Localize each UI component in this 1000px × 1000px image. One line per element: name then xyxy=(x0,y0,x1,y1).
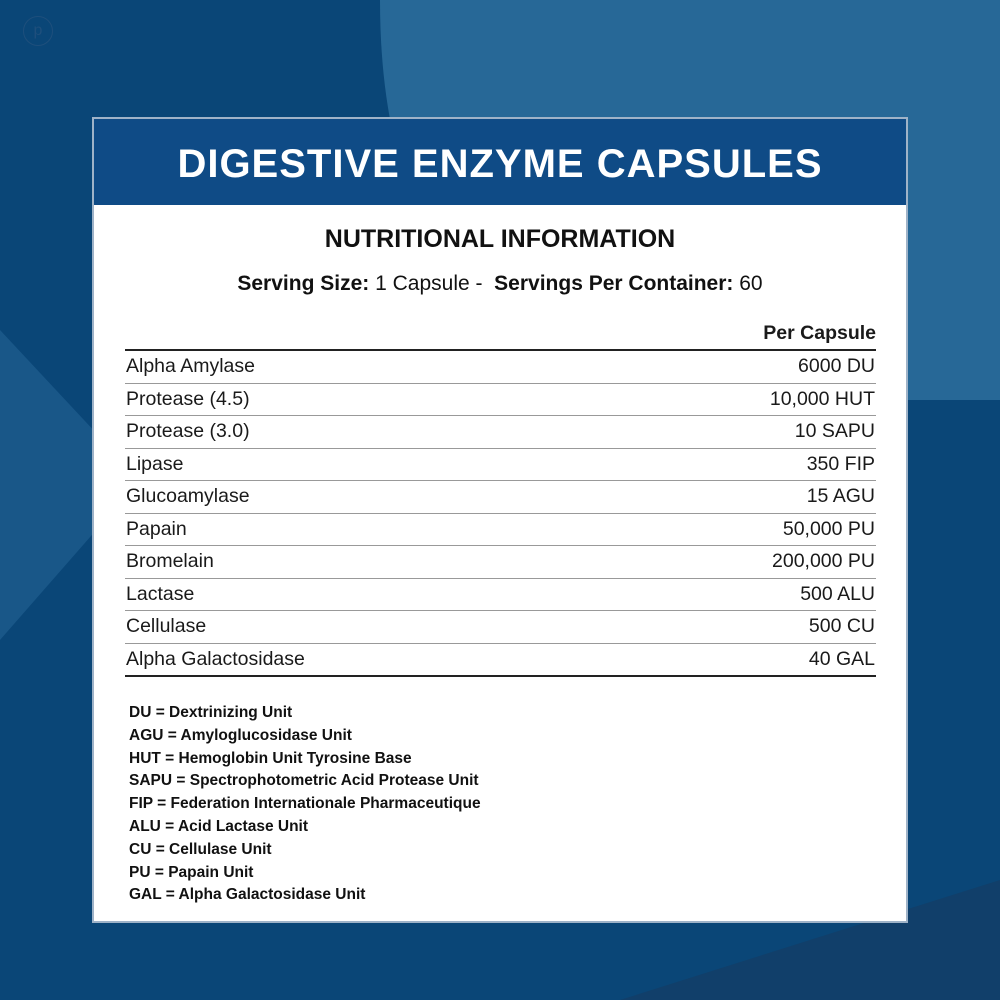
ingredient-name: Cellulase xyxy=(125,611,588,644)
ingredient-value: 10,000 HUT xyxy=(588,383,876,416)
serving-size-label: Serving Size: xyxy=(237,272,370,295)
legend-item: DU = Dextrinizing Unit xyxy=(129,704,293,721)
servings-per-container-label: Servings Per Container: xyxy=(494,272,734,295)
legend-item: SAPU = Spectrophotometric Acid Protease Unit xyxy=(129,772,479,790)
legend-item: HUT = Hemoglobin Unit Tyrosine Base xyxy=(129,749,412,767)
table-row xyxy=(125,350,876,383)
table-row xyxy=(125,611,876,644)
table-row xyxy=(125,643,876,676)
nutrition-card xyxy=(92,117,908,923)
title-banner xyxy=(94,119,906,205)
ingredient-name: Bromelain xyxy=(125,546,588,579)
ingredient-name: Protease (4.5) xyxy=(125,383,588,416)
ingredient-value: 50,000 PU xyxy=(588,513,876,546)
product-title: DIGESTIVE ENZYME CAPSULES xyxy=(177,142,823,186)
ingredient-value: 10 SAPU xyxy=(588,416,876,449)
ingredient-name: Alpha Amylase xyxy=(125,350,588,383)
ingredient-name: Protease (3.0) xyxy=(125,416,588,449)
legend-item: AGU = Amyloglucosidase Unit xyxy=(129,726,352,744)
table-row xyxy=(125,578,876,611)
ingredient-value: 200,000 PU xyxy=(588,546,876,579)
ingredient-name: Glucoamylase xyxy=(125,481,588,514)
ingredient-value: 500 CU xyxy=(588,611,876,644)
table-row xyxy=(125,481,876,514)
legend-item: CU = Cellulase Unit xyxy=(129,840,272,858)
ingredient-name: Lactase xyxy=(125,578,588,611)
section-heading: NUTRITIONAL INFORMATION xyxy=(324,225,676,253)
ingredient-value: 500 ALU xyxy=(588,578,876,611)
ingredient-name: Lipase xyxy=(125,448,588,481)
ingredient-value: 15 AGU xyxy=(588,481,876,514)
unit-legend xyxy=(129,702,481,907)
servings-per-container-value: 60 xyxy=(739,272,763,295)
serving-info xyxy=(94,272,906,296)
table-row xyxy=(125,448,876,481)
brand-logo: p xyxy=(23,16,53,46)
ingredient-name: Papain xyxy=(125,513,588,546)
serving-size-value: 1 Capsule - xyxy=(375,272,483,295)
table-row xyxy=(125,416,876,449)
table-row xyxy=(125,513,876,546)
ingredient-name: Alpha Galactosidase xyxy=(125,643,588,676)
legend-item: PU = Papain Unit xyxy=(129,863,254,881)
legend-item: GAL = Alpha Galactosidase Unit xyxy=(129,886,366,904)
ingredient-value: 6000 DU xyxy=(588,350,876,383)
legend-item: FIP = Federation Internationale Pharmaceutique xyxy=(129,795,481,813)
ingredient-value: 350 FIP xyxy=(588,448,876,481)
table-row xyxy=(125,546,876,579)
table-row xyxy=(125,383,876,416)
ingredient-value: 40 GAL xyxy=(588,643,876,676)
column-header: Per Capsule xyxy=(588,319,876,350)
legend-item: ALU = Acid Lactase Unit xyxy=(129,817,309,835)
nutrition-table xyxy=(125,319,876,677)
